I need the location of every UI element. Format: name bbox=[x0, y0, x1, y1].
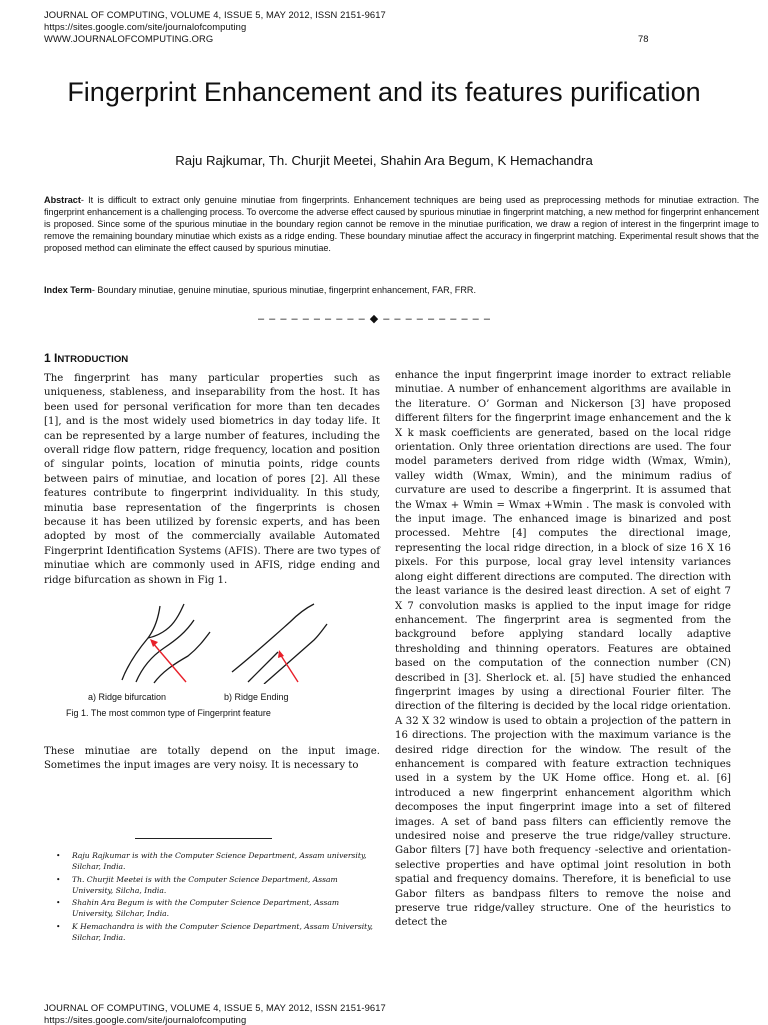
body-left-paragraph-2: These minutiae are totally depend on the input image. Sometimes the input images are very noisy. It is necessary to bbox=[44, 746, 380, 772]
index-terms-text: - Boundary minutiae, genuine minutiae, spurious minutiae, fingerprint enhancement, FAR, FRR. bbox=[91, 285, 477, 295]
figure-label-a: a) Ridge bifurcation bbox=[88, 692, 167, 702]
ridge-bifurcation-image bbox=[114, 602, 214, 684]
footnote-item: • Raju Rajkumar is with the Computer Science Department, Assam university, Silchar, India. bbox=[56, 850, 378, 872]
abstract-label: Abstract bbox=[44, 195, 81, 205]
footnote-item: • K Hemachandra is with the Computer Science Department, Assam University, Silchar, India. bbox=[56, 921, 378, 943]
arrow-head bbox=[278, 650, 284, 658]
ridge-ending-image bbox=[228, 602, 328, 684]
section-heading-introduction bbox=[44, 351, 128, 365]
paper-title: Fingerprint Enhancement and its features purification bbox=[67, 77, 701, 107]
body-right-column: enhance the input fingerprint image inorder to extract reliable minutiae. A number of enhancement algorithms are available in the literature. O’ Gorman and Nickerson [3] have proposed different filters for the fingerprint image enhancement and the k X k mask coefficients are generated, based on the local ridge orientation. Only three orientation directions are used. The four model parameters derived from ridge width (Wmax, Wmin), valley width (Wmax, Wmin), and the minimum radius of curvature are used to describe a fingerprint. It is assumed that the Wmax + Wmin = Wmax +Wmin . The mask is convoled with the input image. The enhanced image is binarized and post processed. Mehtre [4] computes the directional image, representing the local ridge direction, in a block of size 16 X 16 pixels. For this purpose, local gray level intensity variances along eight different directions are computed. The direction with the least variance is the desired least direction. A set of eight 7 X 7 convolution masks is applied to the input image for ridge enhancement. The fingerprint area is segmented from the background before applying standard locally adaptive thresholding and thinning operators. Features are obtained based on the computation of the connection number (CN) described in [3]. Sherlock et. al. [5] have studied the enhanced fingerprint images by using a directional Fourier filter. The direction of the filtering is decided by the local ridge orientation. A 32 X 32 window is used to obtain a projection of the pattern in 16 directions. The projection with the maximum variance is the desired ridge direction for the window. The result of the enhancement is compared with feature extraction techniques used in a system by the UK Home office. Hong et. al. [6] introduced a new fingerprint enhancement algorithm which decomposes the input fingerprint image into a set of filtered images. A set of band pass filters can efficiently remove the undesired noise and preserve the true ridge/valley structure. Gabor filters [7] have both frequency -selective and orientation-selective properties and have optimal joint resolution in both spatial and frequency domains. Therefore, it is beneficial to use Gabor filters as bandpass filters to remove the noise and preserve true ridge/valley structure. One of the heuristics to detect the bbox=[395, 370, 731, 929]
figure-label-b: b) Ridge Ending bbox=[224, 692, 289, 702]
footnote-item: • Th. Churjit Meetei is with the Computer Science Department, Assam University, Silcha, India. bbox=[56, 874, 378, 896]
body-left-paragraph-1: The fingerprint has many particular properties such as uniqueness, stableness, and inseparability from the host. It has been used for personal verification for more than ten decades [1], and is the most widely used biometrics in day today life. It can be represented by a large number of features, including the overall ridge flow pattern, ridge frequency, location and position of singular points, location of minutia points, ridge counts between pairs of minutiae, and location of pores [2]. All these features contribute to fingerprint individuality. In this study, minutia base representation of the fingerprints is chosen because it has been utilized by forensic experts, and has been adopted by most of the commercially available Automated Fingerprint Identification Systems (AFIS). There are two types of minutiae which are commonly used in AFIS, ridge ending and ridge bifurcation as shown in Fig 1. bbox=[44, 373, 380, 586]
index-terms bbox=[44, 285, 759, 295]
author-affiliation-footnotes bbox=[56, 850, 378, 944]
index-terms-label: Index Term bbox=[44, 285, 92, 295]
section-title: NTRODUCTION bbox=[57, 354, 129, 365]
section-number: 1 I bbox=[44, 351, 58, 365]
journal-footer-line: JOURNAL OF COMPUTING, VOLUME 4, ISSUE 5, MAY 2012, ISSN 2151-9617 bbox=[44, 1002, 386, 1013]
figure-1 bbox=[44, 600, 380, 730]
figure-caption: Fig 1. The most common type of Fingerprint feature bbox=[66, 708, 271, 718]
journal-website: WWW.JOURNALOFCOMPUTING.ORG bbox=[44, 33, 214, 44]
abstract-text: - It is difficult to extract only genuine minutiae from fingerprints. Enhancement techniques are being used as preprocessing methods for minutiae extraction. The fingerprint enhancement is a challenging process. To overcome the adverse effect caused by spurious minutiae in fingerprint matching, a new method for fingerprint enhancement is proposed. Since some of the spurious minutiae in the boundary region cannot be remove in the minutiae purification, we draw a region of interest in the fingerprint image to remove the remaining boundary minutiae which exists as a ridge ending. These boundary minutiae affect the accuracy in fingerprint matching. Experimental result shows that the proposed method can eliminate the effect caused by spurious minutiae. bbox=[44, 195, 759, 254]
abstract bbox=[44, 194, 759, 254]
journal-header-line: JOURNAL OF COMPUTING, VOLUME 4, ISSUE 5, MAY 2012, ISSN 2151-9617 bbox=[44, 9, 386, 20]
journal-footer-url: https://sites.google.com/site/journalofcomputing bbox=[44, 1014, 247, 1025]
journal-url: https://sites.google.com/site/journalofcomputing bbox=[44, 21, 247, 32]
footnote-item: • Shahin Ara Begum is with the Computer Science Department, Assam University, Silchar, India. bbox=[56, 897, 378, 919]
arrow-head bbox=[150, 639, 158, 647]
minutia-pointer-arrow bbox=[152, 642, 186, 682]
footnote-rule bbox=[135, 838, 272, 839]
section-separator: – – – – – – – – – – ◆ – – – – – – – – – – bbox=[258, 313, 491, 325]
page-number: 78 bbox=[638, 33, 649, 44]
paper-authors: Raju Rajkumar, Th. Churjit Meetei, Shahin Ara Begum, K Hemachandra bbox=[175, 153, 593, 168]
